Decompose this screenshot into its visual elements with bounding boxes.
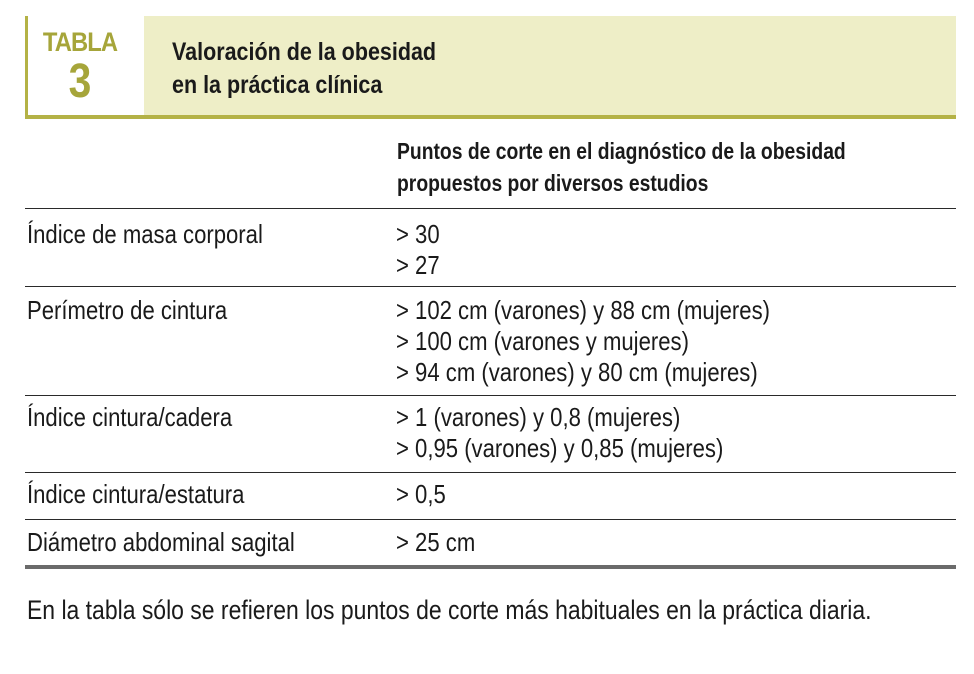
table-title <box>172 36 436 102</box>
value-line: > 100 cm (varones y mujeres) <box>396 326 689 356</box>
row-divider <box>25 519 956 520</box>
table-number: 3 <box>68 55 92 108</box>
column-header <box>397 135 846 199</box>
row-divider <box>25 208 956 209</box>
row-value-diametro <box>396 527 475 558</box>
value-line: > 0,5 <box>396 479 446 509</box>
value-line: > 25 cm <box>396 527 476 557</box>
table-word: TABLA <box>42 27 118 57</box>
row-value-cintura-cadera <box>396 402 723 464</box>
header-rule <box>25 115 956 119</box>
value-line: > 94 cm (varones) y 80 cm (mujeres) <box>396 357 758 387</box>
value-line: > 102 cm (varones) y 88 cm (mujeres) <box>396 295 770 325</box>
column-header-line-2: propuestos por diversos estudios <box>397 170 709 196</box>
row-label-cintura-cadera: Índice cintura/cadera <box>27 402 233 432</box>
row-value-perimetro <box>396 295 770 388</box>
value-line: > 0,95 (varones) y 0,85 (mujeres) <box>396 433 724 463</box>
row-label-imc: Índice de masa corporal <box>27 219 263 249</box>
column-header-line-1: Puntos de corte en el diagnóstico de la obesidad <box>397 138 846 164</box>
row-value-cintura-estatura <box>396 479 446 510</box>
table-header <box>25 16 956 116</box>
row-label-perimetro: Perímetro de cintura <box>27 295 228 325</box>
row-divider <box>25 472 956 473</box>
row-label-diametro: Diámetro abdominal sagital <box>27 527 295 557</box>
table-number-box <box>25 16 141 116</box>
title-band <box>144 16 956 116</box>
table-bottom-rule <box>25 565 956 569</box>
table-title-line-1: Valoración de la obesidad <box>172 38 437 66</box>
row-value-imc <box>396 219 440 281</box>
row-divider <box>25 395 956 396</box>
row-divider <box>25 286 956 287</box>
table-title-line-2: en la práctica clínica <box>172 71 383 99</box>
value-line: > 27 <box>396 250 440 280</box>
value-line: > 1 (varones) y 0,8 (mujeres) <box>396 402 681 432</box>
row-label-cintura-estatura: Índice cintura/estatura <box>27 479 245 509</box>
value-line: > 30 <box>396 219 440 249</box>
table-footnote: En la tabla sólo se refieren los puntos de corte más habituales en la práctica diaria. <box>27 595 872 625</box>
